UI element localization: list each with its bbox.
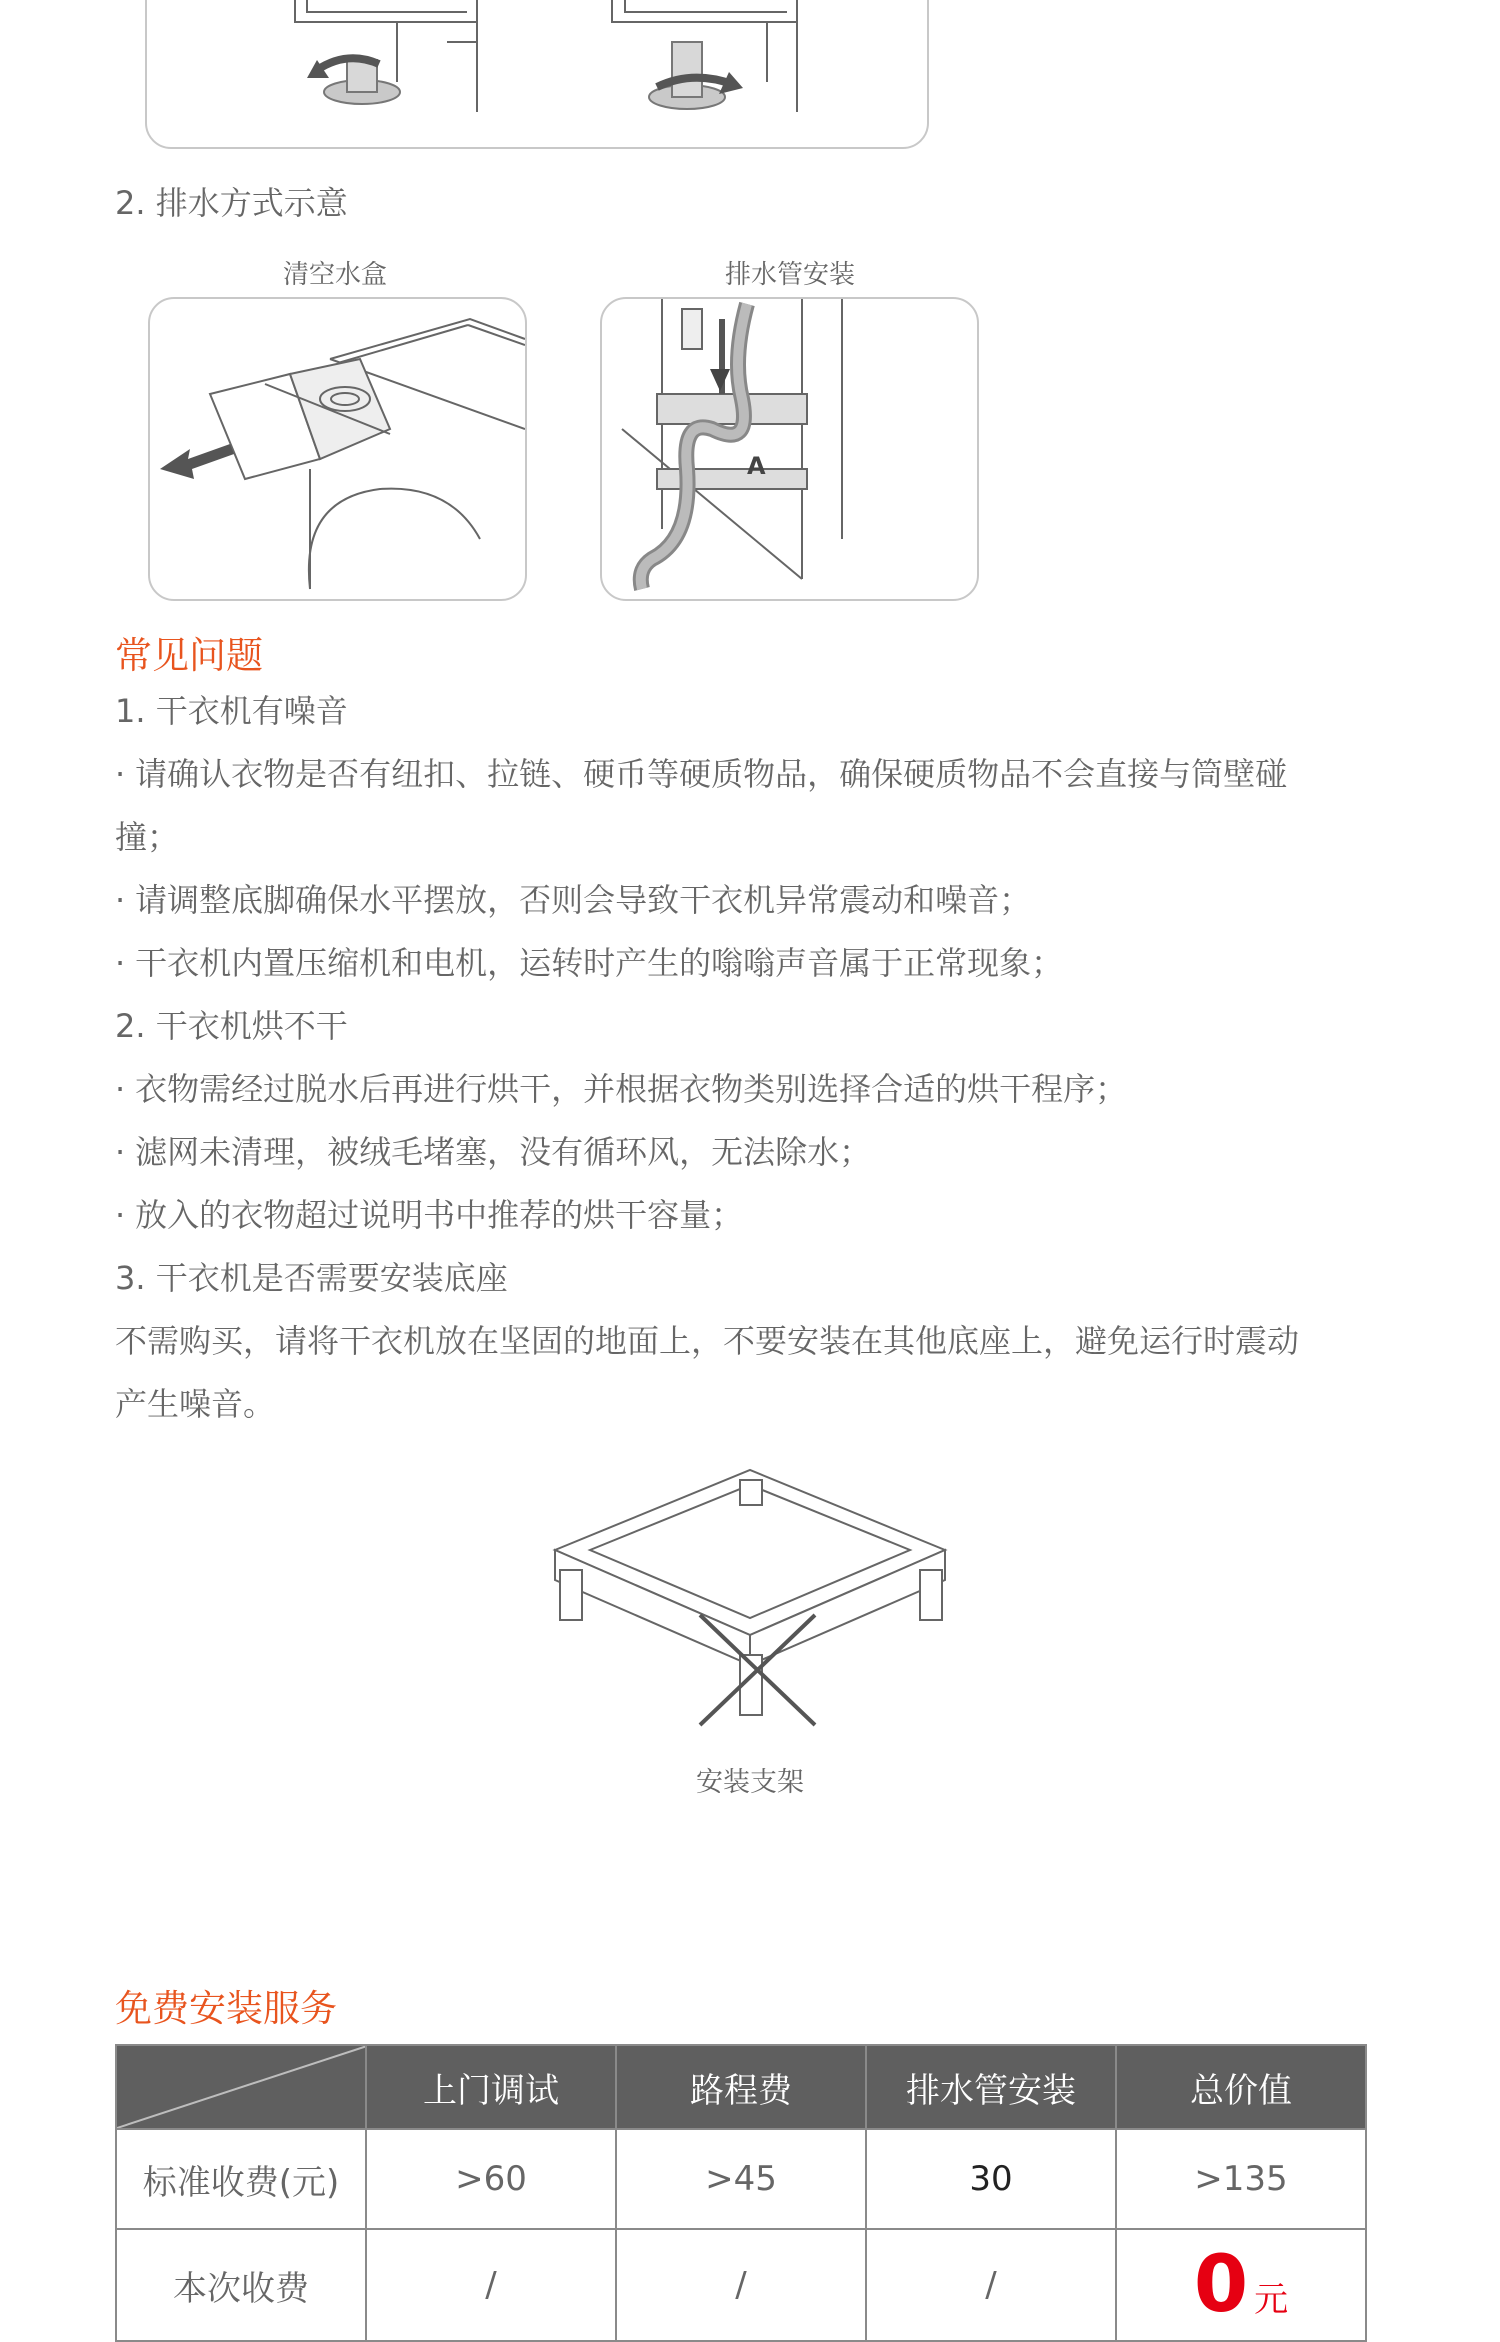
faq-q1-bullet-1: · 请确认衣物是否有纽扣、拉链、硬币等硬质物品，确保硬质物品不会直接与筒壁碰: [115, 743, 1287, 806]
col-header-total-value: 总价值: [1116, 2045, 1366, 2129]
table-header-row: [116, 2045, 1366, 2129]
faq-q3-body-line-1: 不需购买，请将干衣机放在坚固的地面上，不要安装在其他底座上，避免运行时震动: [115, 1322, 1300, 1360]
empty-water-box-caption: 清空水盒: [282, 260, 387, 290]
faq-heading: 常见问题: [115, 634, 263, 677]
price-unit: 元: [1254, 2280, 1289, 2320]
hose-label-a: A: [747, 452, 766, 480]
empty-water-box-illustration: [150, 299, 525, 599]
table-row: [116, 2129, 1366, 2229]
service-heading: 免费安装服务: [115, 1987, 337, 2030]
faq-q1-bullet-3: · 干衣机内置压缩机和电机，运转时产生的嗡嗡声音属于正常现象；: [115, 932, 1063, 995]
drain-section-title: 2. 排水方式示意: [115, 184, 348, 222]
cell-standard-drain: 30: [866, 2129, 1116, 2229]
faq-q3-body-line-2: 产生噪音。: [115, 1385, 276, 1423]
faq-q1-title: 1. 干衣机有噪音: [115, 692, 348, 730]
faq-q2-title: 2. 干衣机烘不干: [115, 1007, 348, 1045]
cell-standard-travel: >45: [616, 2129, 866, 2229]
faq-q3-title: 3. 干衣机是否需要安装底座: [115, 1259, 508, 1297]
price-value: 0: [1193, 2240, 1249, 2330]
faq-q1-bullet-1-cont: 撞；: [115, 818, 180, 856]
faq-q2-bullet-3: · 放入的衣物超过说明书中推荐的烘干容量；: [115, 1184, 743, 1247]
row-label-standard-fee: 标准收费(元): [116, 2129, 366, 2229]
faq-q2-bullet-2: · 滤网未清理，被绒毛堵塞，没有循环风，无法除水；: [115, 1121, 871, 1184]
stand-illustration: [550, 1460, 950, 1740]
cell-standard-total: >135: [1116, 2129, 1366, 2229]
table-corner-cell: [116, 2045, 366, 2129]
row-label-current-fee: 本次收费: [116, 2229, 366, 2341]
col-header-onsite-debug: 上门调试: [366, 2045, 616, 2129]
faq-q2-bullet-1: · 衣物需经过脱水后再进行烘干，并根据衣物类别选择合适的烘干程序；: [115, 1058, 1127, 1121]
cell-current-drain: /: [866, 2229, 1116, 2341]
empty-water-box-illustration-box: [148, 297, 527, 601]
cell-current-onsite: /: [366, 2229, 616, 2341]
feet-adjust-illustration-box: [145, 0, 929, 149]
faq-q1-bullet-2: · 请调整底脚确保水平摆放，否则会导致干衣机异常震动和噪音；: [115, 869, 1031, 932]
drain-hose-illustration-box: [600, 297, 979, 601]
stand-caption: 安装支架: [696, 1767, 804, 1798]
table-row: [116, 2229, 1366, 2341]
col-header-travel-fee: 路程费: [616, 2045, 866, 2129]
drain-hose-illustration: [602, 299, 977, 599]
col-header-drain-install: 排水管安装: [866, 2045, 1116, 2129]
cell-current-total: [1116, 2229, 1366, 2341]
feet-adjust-illustration: [147, 0, 927, 147]
corner-diagonal: [117, 2046, 366, 2128]
service-fee-table: [115, 2044, 1367, 2342]
cell-standard-onsite: >60: [366, 2129, 616, 2229]
cell-current-travel: /: [616, 2229, 866, 2341]
drain-hose-install-caption: 排水管安装: [724, 260, 855, 290]
